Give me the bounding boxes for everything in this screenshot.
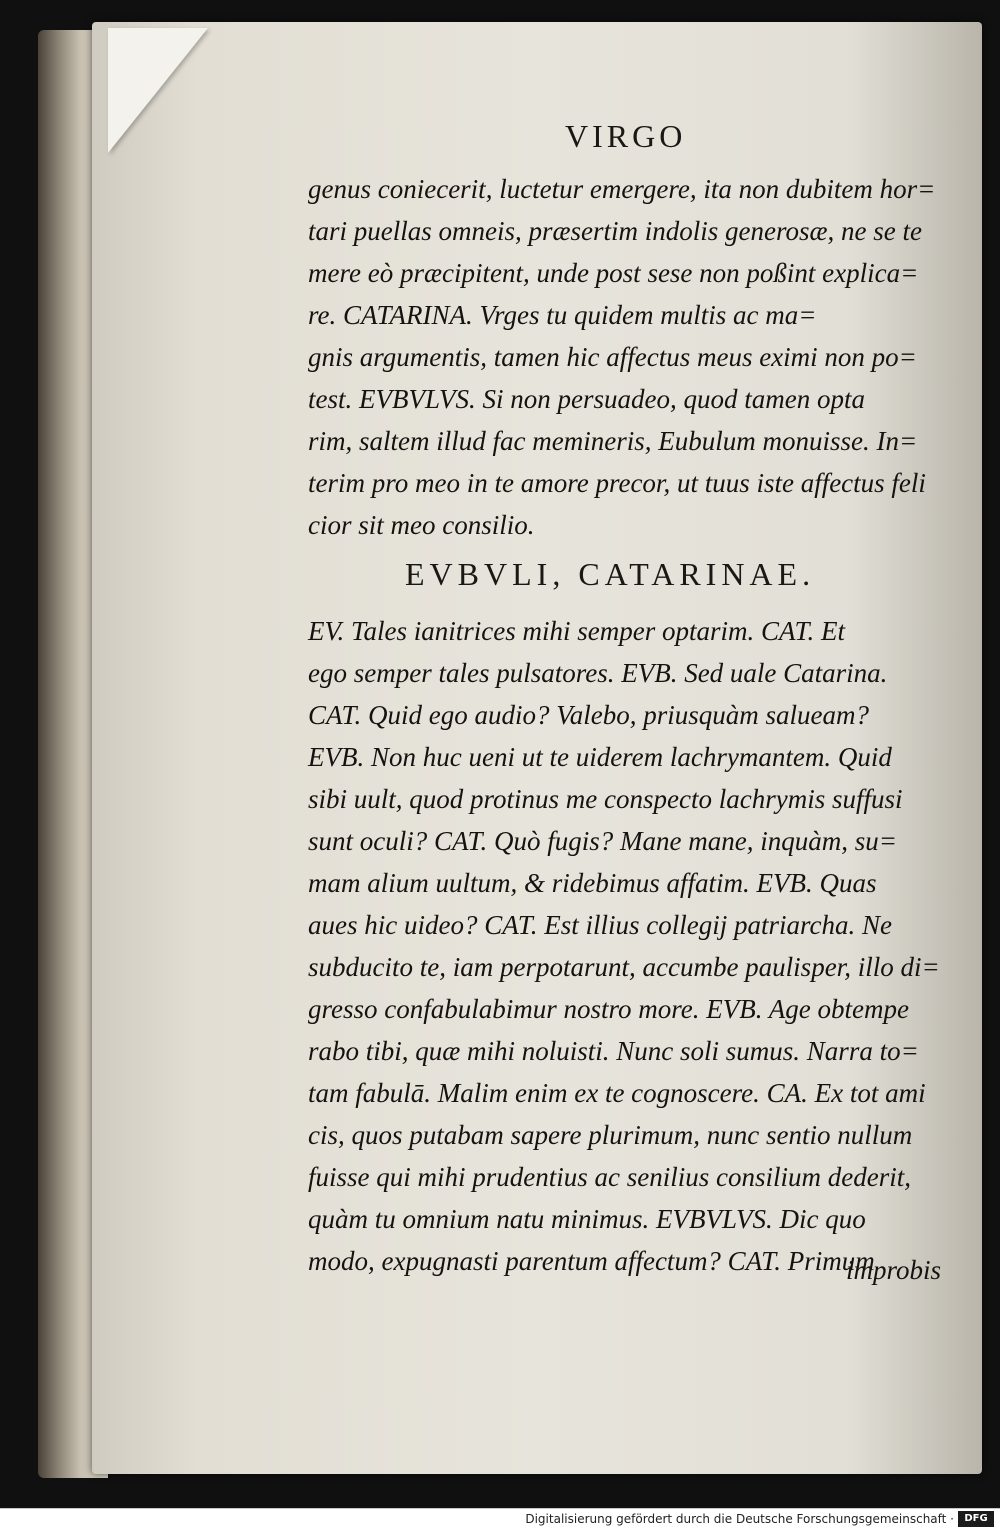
text-line: modo, expugnasti parentum affectum? CAT. Primum bbox=[308, 1246, 875, 1276]
text-line: CAT. Quid ego audio? Valebo, priusquàm salueam? bbox=[308, 700, 869, 730]
text-line: test. EVBVLVS. Si non persuadeo, quod tamen opta bbox=[308, 384, 865, 414]
text-line: gresso confabulabimur nostro more. EVB. Age obtempe bbox=[308, 994, 909, 1024]
text-line: rabo tibi, quæ mihi noluisti. Nunc soli sumus. Narra to= bbox=[308, 1036, 919, 1066]
text-line: aues hic uideo? CAT. Est illius collegij patriarcha. Ne bbox=[308, 910, 892, 940]
text-line: gnis argumentis, tamen hic affectus meus eximi non po= bbox=[308, 342, 917, 372]
text-line: ego semper tales pulsatores. EVB. Sed uale Catarina. bbox=[308, 658, 888, 688]
text-line: cis, quos putabam sapere plurimum, nunc sentio nullum bbox=[308, 1120, 913, 1150]
text-line: tam fabulā. Malim enim ex te cognoscere. CA. Ex tot ami bbox=[308, 1078, 926, 1108]
text-block-top bbox=[308, 168, 964, 546]
text-line: quàm tu omnium natu minimus. EVBVLVS. Dic quo bbox=[308, 1204, 866, 1234]
text-line: terim pro meo in te amore precor, ut tuus iste affectus feli bbox=[308, 468, 926, 498]
text-line: cior sit meo consilio. bbox=[308, 510, 535, 540]
text-line: genus coniecerit, luctetur emergere, ita non dubitem hor= bbox=[308, 174, 936, 204]
text-line: mere eò præcipitent, unde post sese non poßint explica= bbox=[308, 258, 919, 288]
text-line: re. CATARINA. Vrges tu quidem multis ac ma= bbox=[308, 300, 817, 330]
text-line: EV. Tales ianitrices mihi semper optarim. CAT. Et bbox=[308, 616, 846, 646]
text-line: tari puellas omneis, præsertim indolis generosæ, ne se te bbox=[308, 216, 922, 246]
text-line: fuisse qui mihi prudentius ac senilius consilium dederit, bbox=[308, 1162, 911, 1192]
funding-credit: Digitalisierung gefördert durch die Deutsche Forschungsgemeinschaft · bbox=[525, 1512, 954, 1526]
text-line: sibi uult, quod protinus me conspecto lachrymis suffusi bbox=[308, 784, 903, 814]
text-line: sunt oculi? CAT. Quò fugis? Mane mane, inquàm, su= bbox=[308, 826, 897, 856]
catchword: improbis bbox=[846, 1255, 942, 1285]
dfg-logo-icon: DFG bbox=[958, 1511, 994, 1527]
section-heading: EVBVLI, CATARINAE. bbox=[405, 556, 816, 592]
text-line: subducito te, iam perpotarunt, accumbe paulisper, illo di= bbox=[308, 952, 940, 982]
text-line: rim, saltem illud fac memineris, Eubulum monuisse. In= bbox=[308, 426, 918, 456]
folded-corner bbox=[108, 28, 208, 153]
text-block-bottom bbox=[308, 610, 964, 1282]
footer-bar bbox=[0, 1508, 1000, 1530]
running-head: VIRGO bbox=[565, 118, 687, 154]
text-line: EVB. Non huc ueni ut te uiderem lachrymantem. Quid bbox=[308, 742, 892, 772]
text-line: mam alium uultum, & ridebimus affatim. EVB. Quas bbox=[308, 868, 877, 898]
